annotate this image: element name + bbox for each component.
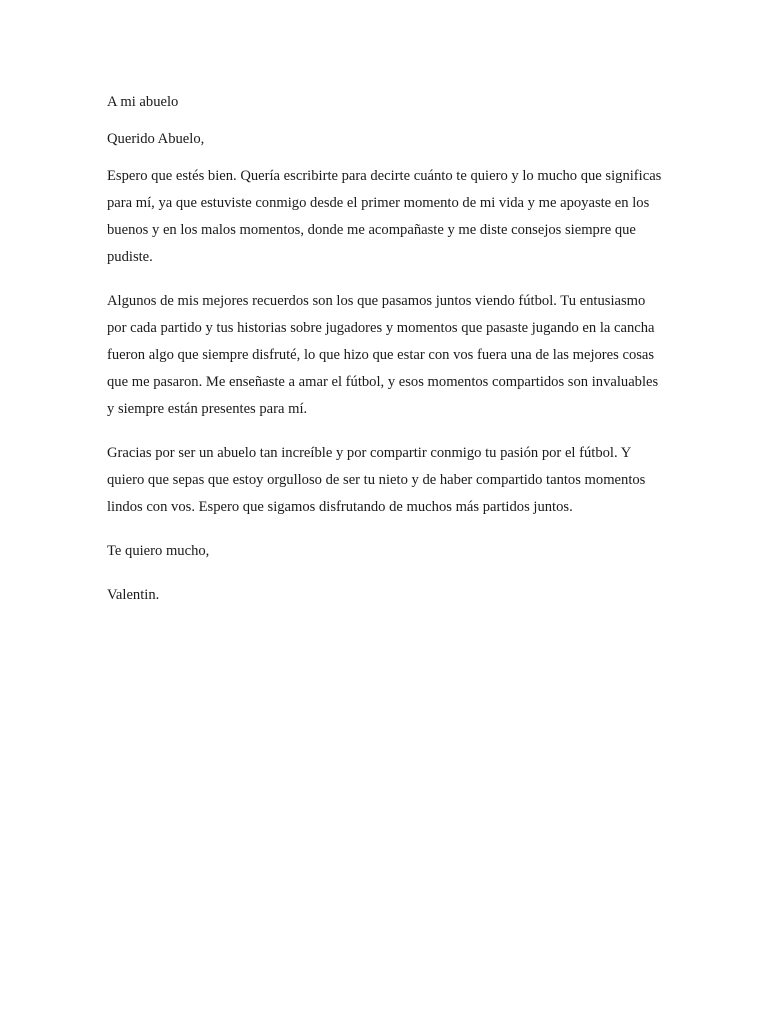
letter-paragraph-2: Algunos de mis mejores recuerdos son los que pasamos juntos viendo fútbol. Tu entusiasmo por cada partido y tus historias sobre jugadores y momentos que pasaste jugando en la cancha fueron algo que siempre disfruté, lo que hizo que estar con vos fuera una de las mejores cosas que me pasaron. Me enseñaste a amar el fútbol, y esos momentos compartidos son invaluables y siempre están presentes para mí. — [107, 293, 659, 417]
letter-title: A mi abuelo — [107, 94, 179, 110]
letter-closing: Te quiero mucho, — [107, 543, 210, 559]
letter-paragraph-1: Espero que estés bien. Quería escribirte para decirte cuánto te quiero y lo mucho que significas para mí, ya que estuviste conmigo desde el primer momento de mi vida y me apoyaste en los buenos y en los malos momentos, donde me acompañaste y me diste consejos siempre que pudiste. — [107, 168, 662, 265]
letter-greeting: Querido Abuelo, — [107, 131, 205, 147]
letter-paragraph-3: Gracias por ser un abuelo tan increíble y por compartir conmigo tu pasión por el fútbol. Y quiero que sepas que estoy orgulloso de ser tu nieto y de haber compartido tantos momentos lindos con vos. Espero que sigamos disfrutando de muchos más partidos juntos. — [107, 445, 646, 515]
letter-body — [107, 89, 667, 609]
letter-signature: Valentin. — [107, 587, 160, 603]
